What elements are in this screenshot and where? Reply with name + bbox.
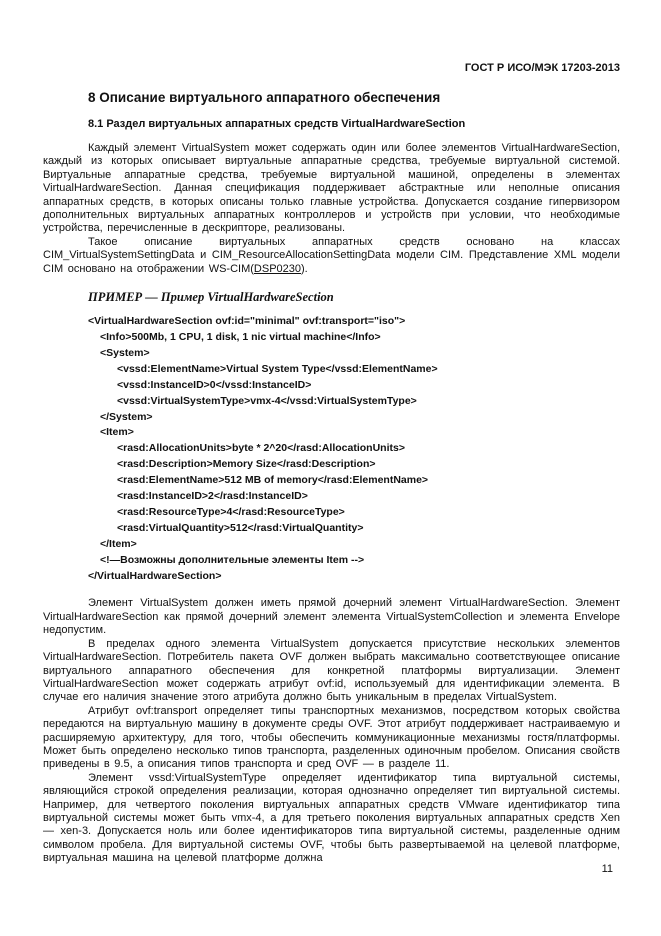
paragraph: Каждый элемент VirtualSystem может содержать один или более элементов VirtualHardwareSection, каждый из которых описывает виртуальные аппаратные средства, требуемые виртуальной системой. Виртуальные аппаратные средства, требуемые виртуальной машиной, определены в элементах VirtualHardwareSection. Данная спецификация поддерживает абстрактные или неполные описания аппаратных средств, в которых описаны только главные устройства. Допускается создание гипервизором дополнительных виртуальных аппаратных контроллеров и устройств при условии, что необходимые устройства, перечисленные в дескрипторе, реализованы. — [43, 142, 620, 235]
code-line: <Item> — [100, 426, 134, 439]
paragraph: В пределах одного элемента VirtualSystem допускается присутствие нескольких элементов VirtualHardwareSection. Потребитель пакета OVF должен выбрать максимально соответствующее описание виртуального аппаратного обеспечения для конкретной платформы виртуализации. Элемент VirtualHardwareSection может содержать атрибут ovf:id, используемый для идентификации элемента. В случае его наличия значение этого атрибута должно быть уникальным в пределах VirtualSystem. — [43, 637, 620, 704]
subsection-heading: 8.1 Раздел виртуальных аппаратных средств VirtualHardwareSection — [88, 118, 466, 130]
code-line: <rasd:ResourceType>4</rasd:ResourceType> — [117, 505, 345, 518]
code-line: <Info>500Mb, 1 CPU, 1 disk, 1 nic virtual machine</Info> — [100, 330, 381, 343]
code-line: <vssd:InstanceID>0</vssd:InstanceID> — [117, 378, 312, 391]
page-number: 11 — [601, 863, 613, 875]
body-text-block-2 — [43, 597, 620, 865]
running-header: ГОСТ Р ИСО/МЭК 17203-2013 — [464, 62, 620, 74]
code-line: <VirtualHardwareSection ovf:id="minimal" ovf:transport="iso"> — [88, 315, 406, 328]
code-line: <System> — [100, 346, 150, 359]
code-line: <rasd:VirtualQuantity>512</rasd:VirtualQuantity> — [117, 521, 364, 534]
code-line: <!—Возможны дополнительные элементы Item --> — [100, 553, 365, 566]
paragraph-text: ). — [301, 262, 308, 275]
code-line: </VirtualHardwareSection> — [88, 569, 222, 582]
dsp0230-link[interactable]: DSP0230 — [253, 262, 302, 275]
xml-example-code — [88, 314, 620, 584]
paragraph-text: Такое описание виртуальных аппаратных средств основано на классах CIM_VirtualSystemSettingData и CIM_ResourceAllocationSettingData модели CIM. Представление XML модели CIM основано на отображении WS-CIM( — [43, 235, 620, 275]
paragraph: Элемент vssd:VirtualSystemType определяет идентификатор типа виртуальной системы, являющийся строкой определения реализации, которая однозначно определяет тип виртуальной системы. Например, для четвертого поколения виртуальных аппаратных средств VMware идентификатор типа виртуальной системы может быть vmx-4, а для третьего поколения виртуальных аппаратных средств Xen — xen-3. Допускается ноль или более идентификаторов типа виртуальной системы, разделенные одним символом пробела. Для виртуальной системы OVF, чтобы быть развертываемой на целевой платформе, виртуальная машина на целевой платформе должна — [43, 771, 620, 865]
code-line: <rasd:ElementName>512 MB of memory</rasd:ElementName> — [117, 474, 429, 487]
body-text-block-1 — [43, 142, 620, 276]
section-heading: 8 Описание виртуального аппаратного обеспечения — [88, 90, 441, 105]
code-line: </Item> — [100, 537, 137, 550]
example-title: ПРИМЕР — Пример VirtualHardwareSection — [88, 290, 334, 305]
code-line: <rasd:Description>Memory Size</rasd:Description> — [117, 458, 376, 471]
paragraph: Элемент VirtualSystem должен иметь прямой дочерний элемент VirtualHardwareSection. Элемент VirtualHardwareSection как прямой дочерний элемент элемента VirtualSystemCollection и элемента Envelope недопустим. — [43, 597, 620, 637]
code-line: <rasd:InstanceID>2</rasd:InstanceID> — [117, 490, 308, 503]
code-line: </System> — [100, 410, 153, 423]
code-line: <vssd:VirtualSystemType>vmx-4</vssd:VirtualSystemType> — [117, 394, 417, 407]
paragraph: Атрибут ovf:transport определяет типы транспортных механизмов, посредством которых свойства передаются на виртуальную машину в документе среды OVF. Этот атрибут поддерживает настраиваемую и расширяемую архитектуру, для того, чтобы обеспечить коммуникационные механизмы гостя/платформы. Может быть определено несколько типов транспорта, разделенных одиночным пробелом. Описания свойств приведены в 9.5, а описания типов транспорта и сред OVF — в разделе 11. — [43, 704, 620, 771]
paragraph — [43, 236, 620, 276]
code-line: <rasd:AllocationUnits>byte * 2^20</rasd:AllocationUnits> — [117, 442, 405, 455]
code-line: <vssd:ElementName>Virtual System Type</vssd:ElementName> — [117, 362, 438, 375]
